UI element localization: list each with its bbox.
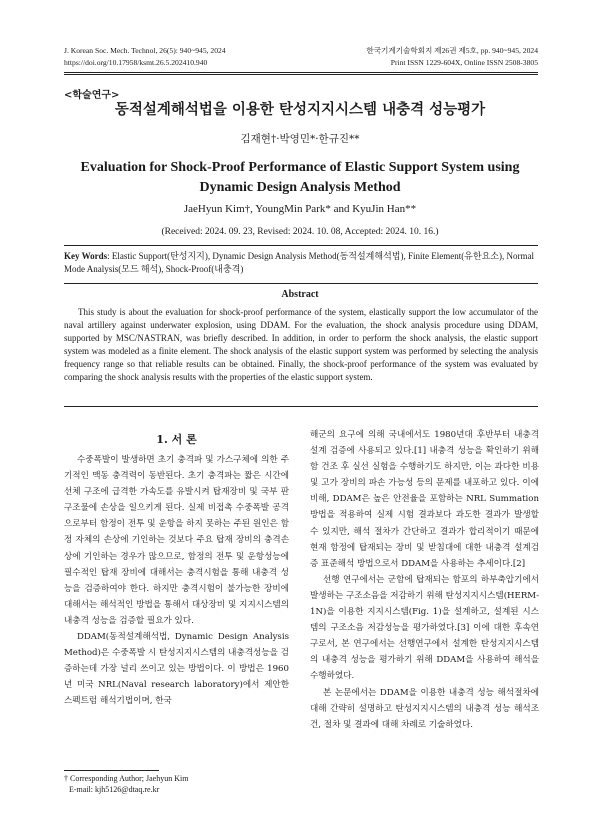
header-rule-thin xyxy=(64,74,538,75)
abstract-title: Abstract xyxy=(281,289,319,300)
article-category: <학술연구> xyxy=(64,90,120,101)
right-column xyxy=(310,427,539,733)
keywords-top-rule xyxy=(64,245,538,246)
keywords-block xyxy=(64,250,538,276)
section-heading-introduction: 1. 서 론 xyxy=(156,433,197,446)
issn-info: Print ISSN 1229-604X, Online ISSN 2508-3805 xyxy=(390,57,538,67)
corresponding-author: † Corresponding Author; Jaehyun Kim xyxy=(64,774,189,783)
keywords-label: Key Words xyxy=(64,251,108,261)
keywords-bottom-rule xyxy=(64,283,538,284)
paragraph: 선행 연구에서는 군함에 탑재되는 함포의 하부축압기에서 발생하는 구조소음을 저감하기 위해 탄성지지시스템(HERM-1N)을 이용한 지지시스템(Fig. 1)을 설계하고, 설계된 시스템의 구조소음 저감성능을 평가하였다.[3] 이에 대한 후속연구로서, 본 연구에서는 선행연구에서 설계한 탄성지지시스템의 내충격 성능을 평가하기 위해 DDAM을 사용하여 해석을 수행하였다. xyxy=(310,574,539,682)
header-rule xyxy=(64,72,538,73)
english-authors: JaeHyun Kim†, YoungMin Park* and KyuJin Han** xyxy=(183,203,417,215)
paragraph: 수중폭발이 발생하면 초기 충격파 및 가스구체에 의한 주기적인 맥동 충격력이 동반된다. 초기 충격파는 짧은 시간에 선체 구조에 급격한 가속도를 유발시켜 탑재장비 및 국부 판 구조물에 손상을 일으키게 된다. 실제 비접촉 수중폭발 공격으로부터 함정이 전투 및 운항을 하지 못하는 주된 원인은 함정 자체의 손상에 기인하는 것보다 주요 탑재 장비의 충격손상에 기인하는 경우가 많으므로, 함정의 전투 및 운항성능에 필수적인 탑재 장비에 대해서는 충격시험을 통해 내충격 성능을 검증하여야 한다. 하지만 충격시험이 불가능한 장비에 대해서는 해석적인 방법을 통해서 대상장비 및 지지시스템의 내충격 성능을 검증할 필요가 있다. xyxy=(64,455,289,626)
journal-citation: J. Korean Soc. Mech. Technol, 26(5): 940~945, 2024 xyxy=(64,46,226,55)
paragraph: DDAM(동적설계해석법, Dynamic Design Analysis Method)은 수중폭발 시 탄성지지시스템의 내충격성능을 검증하는데 가장 널리 쓰이고 있는 방법이다. 이 방법은 1960년 미국 NRL(Naval research laboratory)에서 제안한 스펙트럼 해석기법이며, 한국 xyxy=(64,632,289,707)
received-dates: (Received: 2024. 09. 23, Revised: 2024. 10. 08, Accepted: 2024. 10. 16.) xyxy=(161,227,439,237)
keywords-text: : Elastic Support(탄성지지), Dynamic Design Analysis Method(동적설계해석법), Finite Element(유한요소), Normal Mode Analysis(모드 해석), Shock-Proof(내충격) xyxy=(64,251,534,274)
english-title-line-2: Dynamic Design Analysis Method xyxy=(199,180,401,195)
english-title xyxy=(0,158,600,198)
korean-authors: 김재현†·박영민*·한규진** xyxy=(240,133,360,145)
english-title-line-1: Evaluation for Shock-Proof Performance of Elastic Support System using xyxy=(80,160,520,175)
abstract-text: This study is about the evaluation for shock-proof performance of the system, elastically support the low accumulator of the naval artillery against underwater explosion, using DDAM. For the evaluation, the shock analysis procedure using DDAM, supported by MSC/NASTRAN, was briefly described. In addition, in order to perform the shock analysis, the elastic support system was modeled as a finite element. The shock analysis of the elastic support system was performed by selecting the analysis frequency range so that reliable results can be obtained. Finally, the shock-proof performance of the system was evaluated by comparing the shock analysis results with the properties of the elastic support system. xyxy=(64,307,538,383)
paragraph: 본 논문에서는 DDAM을 이용한 내충격 성능 해석절차에 대해 간략히 설명하고 탄성지지시스템의 내충격 성능 해석조건, 절차 및 결과에 대해 차례로 기술하였다. xyxy=(310,687,539,730)
doi-link[interactable]: https://doi.org/10.17958/ksmt.26.5.202410.940 xyxy=(64,57,208,67)
left-column xyxy=(64,452,289,710)
paragraph: 해군의 요구에 의해 국내에서도 1980년대 후반부터 내충격 설계 검증에 사용되고 있다.[1] 내충격 성능을 확인하기 위해 함 건조 후 실선 실험을 수행하기도 하지만, 이는 과다한 비용 및 고가 장비의 파손 가능성 등의 문제를 내포하고 있다. 이에 비해, DDAM은 높은 안전율을 포함하는 NRL Summation 방법을 적용하여 실제 시험 결과보다 과도한 결과가 발생할 수 있지만, 해석 절차가 간단하고 결과가 합리적이기 때문에 현재 함정에 탑재되는 장비 및 받침대에 대한 내충격 설계검증 표준해석 방법으로서 DDAM을 사용하는 추세이다.[2] xyxy=(310,430,539,569)
footnote-rule xyxy=(64,770,159,771)
journal-citation-korean: 한국기계기술학회지 제26권 제5호, pp. 940~945, 2024 xyxy=(366,46,538,55)
author-email[interactable]: E-mail: kjh5126@dtaq.re.kr xyxy=(69,785,160,794)
korean-title: 동적설계해석법을 이용한 탄성지지시스템 내충격 성능평가 xyxy=(114,101,486,118)
abstract-bottom-rule xyxy=(64,406,538,407)
footnote xyxy=(64,773,188,795)
